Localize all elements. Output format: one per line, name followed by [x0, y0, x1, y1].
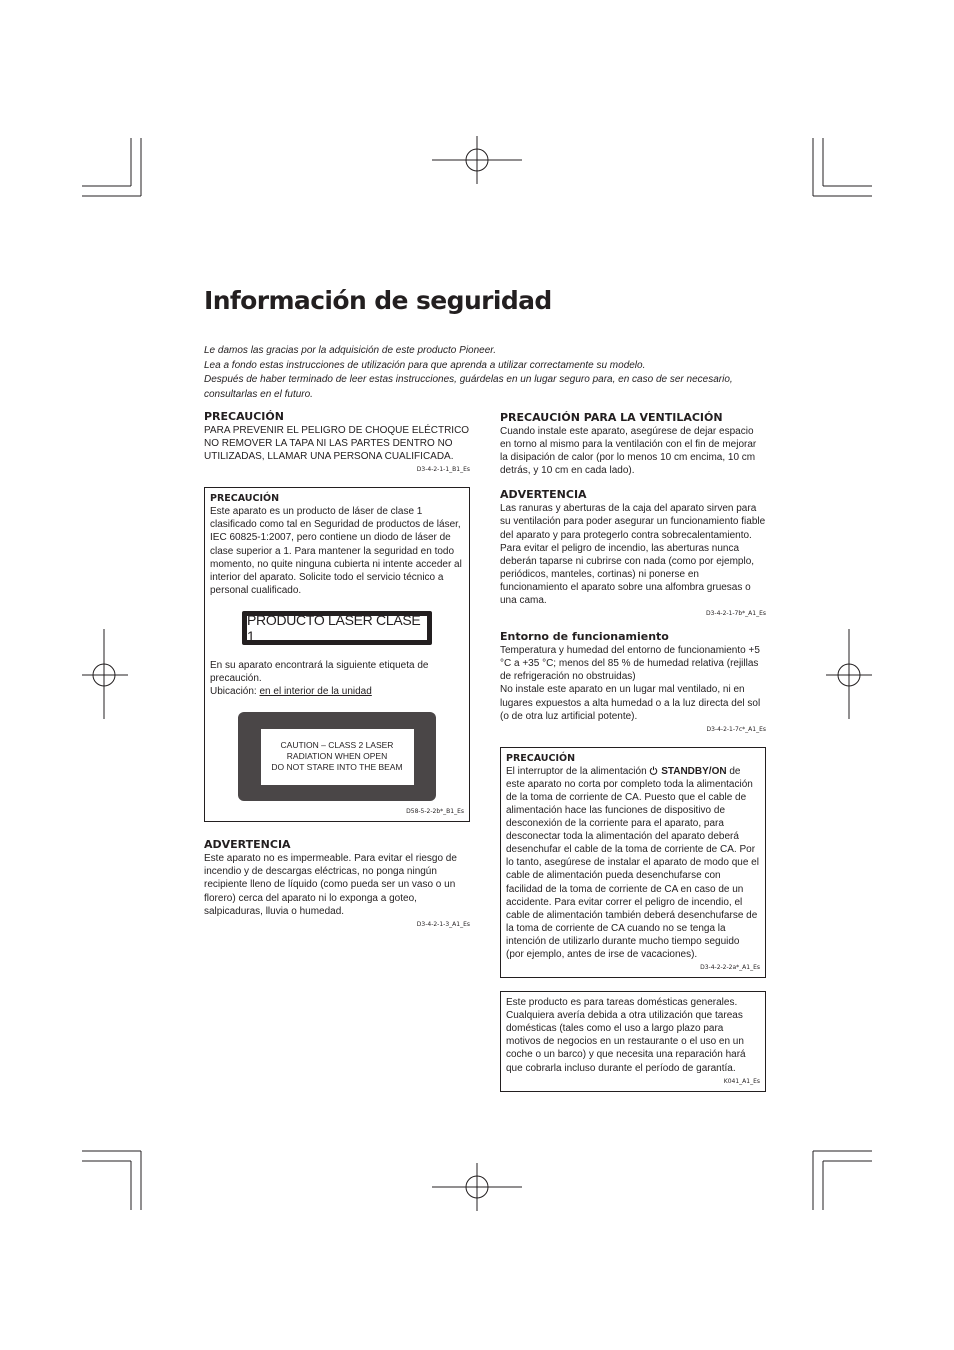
- reference-code: D3-4-2-2-2a*_A1_Es: [700, 964, 760, 972]
- precaucion-text: PARA PREVENIR EL PELIGRO DE CHOQUE ELÉCTRICO NO REMOVER LA TAPA NI LAS PARTES DENTRO NO UTILIZADAS, LLAMAR UNA PERSONA CUALIFICADA.: [204, 425, 470, 463]
- location-prefix: Ubicación:: [210, 686, 257, 698]
- reference-code: D3-4-2-1-1_B1_Es: [416, 466, 470, 474]
- reference-code: D58-5-2-2b*_B1_Es: [406, 808, 464, 816]
- precaucion-heading: PRECAUCIÓN: [204, 410, 284, 423]
- advertencia-ventilacion-section: [500, 487, 766, 619]
- right-column: [500, 410, 766, 1092]
- precaucion-section: [204, 409, 470, 475]
- left-column: [204, 409, 470, 940]
- entorno-text: No instale este aparato en un lugar mal ventilado, ni en lugares expuestos a alta humedad o a la luz directa del sol (o de otra luz artificial potente).: [500, 684, 761, 722]
- intro-line: Después de haber terminado de leer estas instrucciones, guárdelas en un lugar seguro para, en caso de ser necesario, consultarlas en el futuro.: [204, 374, 733, 400]
- ventilacion-heading: PRECAUCIÓN PARA LA VENTILACIÓN: [500, 411, 723, 424]
- reference-code: K041_A1_Es: [723, 1077, 760, 1085]
- warning-line: CAUTION – CLASS 2 LASER: [280, 740, 394, 751]
- warning-line: DO NOT STARE INTO THE BEAM: [271, 762, 403, 773]
- label-location: [210, 685, 464, 698]
- laser-caution-box: [204, 487, 470, 822]
- intro-line: Le damos las gracias por la adquisición de este producto Pioneer.: [204, 345, 497, 356]
- laser-caution-text: Este aparato es un producto de láser de clase 1 clasificado como tal en Seguridad de productos de láser, IEC 60825-1:2007, pero contiene un diodo de láser de clase superior a 1. Para mantener la seguridad en todo momento, no quite ninguna cubierta ni intente acceder al interior del aparato. Solicite todo el servicio técnico a personal cualificado.: [210, 506, 462, 596]
- laser-warning-text: [261, 729, 414, 785]
- standby-text-after: de este aparato no corta por completo toda la alimentación de la toma de corriente de CA. Puesto que el cable de alimentación hace las funciones de dispositivo de desconexión de la corriente para el aparato, para desconectar toda la alimentación del aparato deberá desenchufar el cable de la toma de corriente de CA. Por lo tanto, asegúrese de instalar el aparato de modo que el cable de alimentación pueda desenchufarse con facilidad de la toma de corriente de CA en caso de un accidente. Para evitar correr el peligro de incendio, el cable de alimentación también deberá desenchufarse de la toma de corriente de CA cuando no se tenga la intención de utilizarlo durante mucho tiempo seguido (por ejemplo, antes de irse de vacaciones).: [506, 765, 759, 960]
- standby-button-label: STANDBY/ON: [661, 765, 727, 777]
- standby-caution-text: [506, 765, 760, 961]
- location-value: en el interior de la unidad: [259, 686, 372, 698]
- reference-code: D3-4-2-1-3_A1_Es: [416, 920, 470, 928]
- domestic-use-text: Este producto es para tareas domésticas generales. Cualquiera avería debida a otra utilización que tareas domésticas (tales como el uso a largo plazo para motivos de negocios en un restaurante o el uso en un coche o un barco) y que necesita una reparación hará que cobrarla incluso durante el período de garantía.: [506, 997, 746, 1074]
- entorno-text: Temperatura y humedad del entorno de funcionamiento +5 °C a +35 °C; menos del 85 % de humedad relativa (rejillas de refrigeración no obstruidas): [500, 645, 760, 683]
- standby-caution-box: [500, 747, 766, 978]
- ventilacion-section: [500, 410, 766, 477]
- power-icon: [649, 766, 658, 775]
- advertencia-text: Las ranuras y aberturas de la caja del aparato sirven para su ventilación para poder asegurar un funcionamiento fiable del aparato y para protegerlo contra sobrecalentamiento. Para evitar el peligro de incendio, las aberturas nunca deberán taparse ni cubrirse con nada (como por ejemplo, periódicos, manteles, cortinas) ni ponerse en funcionamiento el aparato sobre una alfombra gruesas o una cama.: [500, 503, 766, 607]
- reference-code: D3-4-2-1-7c*_A1_Es: [706, 725, 766, 733]
- page-title: Información de seguridad: [204, 286, 552, 315]
- laser-class-label: PRODUCTO LASER CLASE 1: [242, 611, 432, 645]
- advertencia-heading: ADVERTENCIA: [204, 838, 291, 852]
- laser-caution-heading: PRECAUCIÓN: [210, 493, 280, 505]
- standby-caution-heading: PRECAUCIÓN: [506, 752, 576, 764]
- laser-warning-plate: [238, 712, 436, 801]
- label-note: En su aparato encontrará la siguiente etiqueta de precaución.: [210, 659, 429, 685]
- intro-line: Lea a fondo estas instrucciones de utilización para que aprenda a utilizar correctamente su modelo.: [204, 359, 646, 371]
- advertencia-section: [204, 837, 470, 929]
- advertencia-heading: ADVERTENCIA: [500, 488, 587, 502]
- warning-line: RADIATION WHEN OPEN: [286, 751, 388, 762]
- ventilacion-text: Cuando instale este aparato, asegúrese de dejar espacio en torno al mismo para la ventilación con el fin de mejorar la disipación de calor (por lo menos 10 cm encima, 10 cm detrás, y 10 cm en cada lado).: [500, 426, 757, 477]
- reference-code: D3-4-2-1-7b*_A1_Es: [705, 610, 766, 618]
- intro-text: [204, 344, 776, 402]
- advertencia-text: Este aparato no es impermeable. Para evitar el riesgo de incendio y de descargas eléctricas, no ponga ningún recipiente lleno de líquido (como pueda ser un vaso o un florero) cerca del aparato ni lo exponga a goteo, salpicaduras, lluvia o humedad.: [204, 853, 457, 917]
- entorno-section: [500, 629, 766, 735]
- standby-text-before: El interruptor de la alimentación: [506, 765, 647, 777]
- entorno-heading: Entorno de funcionamiento: [500, 630, 669, 644]
- domestic-use-box: [500, 991, 766, 1092]
